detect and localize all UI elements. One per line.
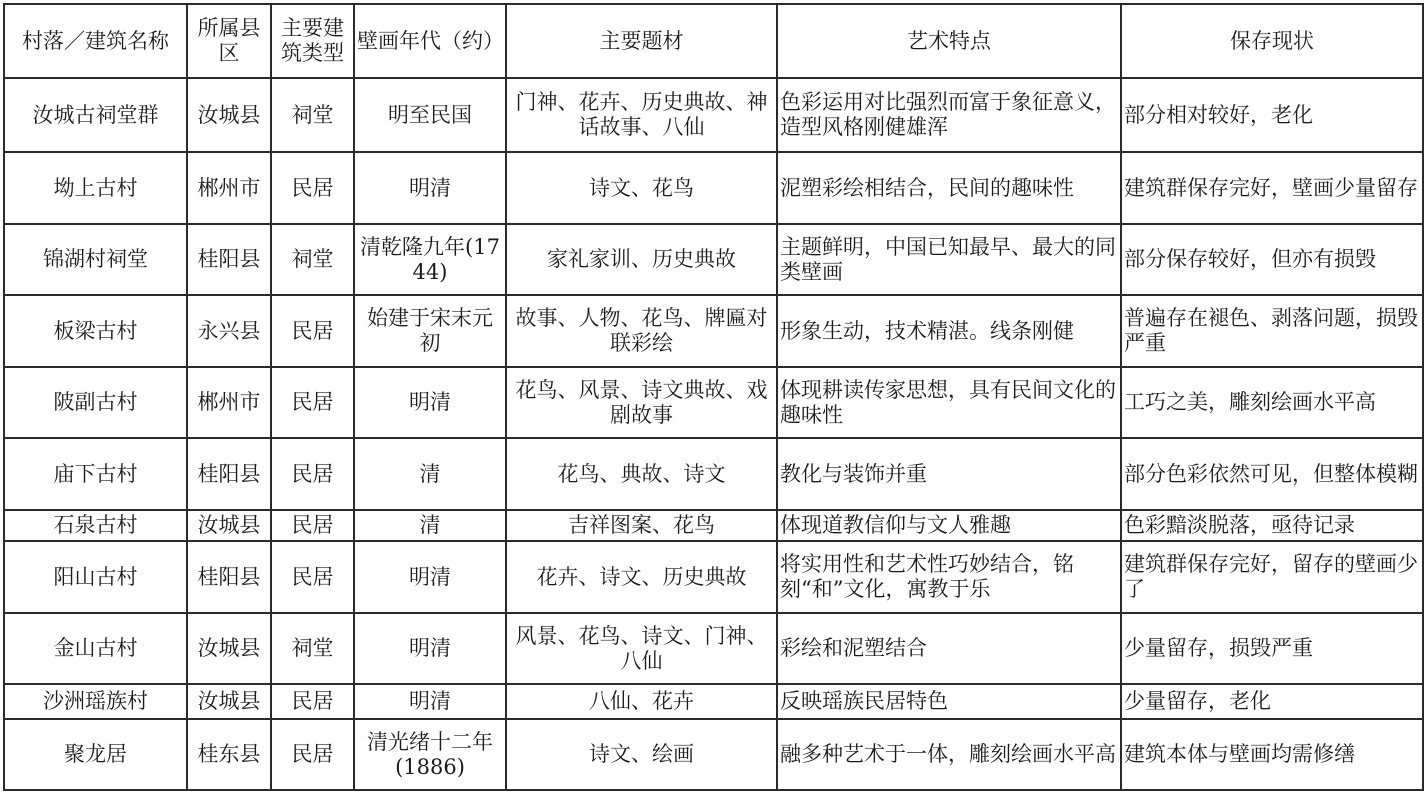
- cell-village-name: 金山古村: [4, 613, 187, 684]
- cell-mural-era: 清光绪十二年(1886): [354, 719, 506, 790]
- cell-main-themes: 诗文、绘画: [506, 719, 777, 790]
- cell-county: 桂阳县: [187, 438, 271, 510]
- header-mural-era: 壁画年代（约）: [354, 4, 506, 78]
- table-row: [4, 295, 1423, 367]
- table-header-row: [4, 4, 1423, 78]
- cell-mural-era: 明清: [354, 367, 506, 438]
- cell-main-themes: 花鸟、风景、诗文典故、戏剧故事: [506, 367, 777, 438]
- cell-art-features: 融多种艺术于一体，雕刻绘画水平高: [777, 719, 1121, 790]
- cell-county: 汝城县: [187, 684, 271, 719]
- cell-art-features: 主题鲜明，中国已知最早、最大的同类壁画: [777, 224, 1121, 295]
- cell-mural-era: 明清: [354, 613, 506, 684]
- cell-county: 汝城县: [187, 510, 271, 541]
- cell-village-name: 沙洲瑶族村: [4, 684, 187, 719]
- cell-art-features: 反映瑶族民居特色: [777, 684, 1121, 719]
- cell-village-name: 阳山古村: [4, 541, 187, 613]
- header-village-name: 村落／建筑名称: [4, 4, 187, 78]
- cell-building-type: 民居: [271, 510, 354, 541]
- cell-preservation: 少量留存，老化: [1121, 684, 1423, 719]
- cell-building-type: 民居: [271, 684, 354, 719]
- cell-preservation: 建筑本体与壁画均需修缮: [1121, 719, 1423, 790]
- table-row: [4, 438, 1423, 510]
- cell-main-themes: 门神、花卉、历史典故、神话故事、八仙: [506, 78, 777, 152]
- header-preservation: 保存现状: [1121, 4, 1423, 78]
- table-row: [4, 719, 1423, 790]
- cell-art-features: 教化与装饰并重: [777, 438, 1121, 510]
- cell-mural-era: 清: [354, 438, 506, 510]
- cell-village-name: 汝城古祠堂群: [4, 78, 187, 152]
- cell-main-themes: 风景、花鸟、诗文、门神、八仙: [506, 613, 777, 684]
- cell-building-type: 民居: [271, 438, 354, 510]
- cell-art-features: 泥塑彩绘相结合，民间的趣味性: [777, 152, 1121, 224]
- cell-art-features: 体现耕读传家思想，具有民间文化的趣味性: [777, 367, 1121, 438]
- table-row: [4, 684, 1423, 719]
- cell-building-type: 民居: [271, 541, 354, 613]
- cell-county: 郴州市: [187, 152, 271, 224]
- cell-preservation: 部分相对较好，老化: [1121, 78, 1423, 152]
- header-main-themes: 主要题材: [506, 4, 777, 78]
- cell-main-themes: 花鸟、典故、诗文: [506, 438, 777, 510]
- cell-building-type: 祠堂: [271, 224, 354, 295]
- cell-preservation: 工巧之美，雕刻绘画水平高: [1121, 367, 1423, 438]
- table-row: [4, 367, 1423, 438]
- table-row: [4, 78, 1423, 152]
- cell-county: 郴州市: [187, 367, 271, 438]
- cell-village-name: 陂副古村: [4, 367, 187, 438]
- cell-preservation: 建筑群保存完好，壁画少量留存: [1121, 152, 1423, 224]
- table-row: [4, 510, 1423, 541]
- cell-preservation: 少量留存，损毁严重: [1121, 613, 1423, 684]
- cell-building-type: 祠堂: [271, 78, 354, 152]
- cell-art-features: 彩绘和泥塑结合: [777, 613, 1121, 684]
- table-container: [3, 3, 1422, 791]
- cell-art-features: 体现道教信仰与文人雅趣: [777, 510, 1121, 541]
- cell-village-name: 板梁古村: [4, 295, 187, 367]
- cell-county: 汝城县: [187, 613, 271, 684]
- cell-village-name: 石泉古村: [4, 510, 187, 541]
- cell-building-type: 民居: [271, 367, 354, 438]
- cell-main-themes: 吉祥图案、花鸟: [506, 510, 777, 541]
- cell-building-type: 祠堂: [271, 613, 354, 684]
- cell-main-themes: 家礼家训、历史典故: [506, 224, 777, 295]
- header-building-type: 主要建筑类型: [271, 4, 354, 78]
- cell-village-name: 锦湖村祠堂: [4, 224, 187, 295]
- table-row: [4, 541, 1423, 613]
- cell-preservation: 色彩黯淡脱落，亟待记录: [1121, 510, 1423, 541]
- cell-county: 桂东县: [187, 719, 271, 790]
- cell-mural-era: 明清: [354, 541, 506, 613]
- cell-art-features: 将实用性和艺术性巧妙结合，铭刻“和”文化，寓教于乐: [777, 541, 1121, 613]
- cell-mural-era: 明至民国: [354, 78, 506, 152]
- table-row: [4, 224, 1423, 295]
- table-row: [4, 152, 1423, 224]
- cell-village-name: 坳上古村: [4, 152, 187, 224]
- cell-main-themes: 八仙、花卉: [506, 684, 777, 719]
- cell-preservation: 部分色彩依然可见，但整体模糊: [1121, 438, 1423, 510]
- cell-preservation: 建筑群保存完好，留存的壁画少了: [1121, 541, 1423, 613]
- cell-main-themes: 花卉、诗文、历史典故: [506, 541, 777, 613]
- cell-art-features: 色彩运用对比强烈而富于象征意义，造型风格刚健雄浑: [777, 78, 1121, 152]
- cell-mural-era: 始建于宋末元初: [354, 295, 506, 367]
- cell-art-features: 形象生动，技术精湛。线条刚健: [777, 295, 1121, 367]
- cell-mural-era: 明清: [354, 152, 506, 224]
- cell-preservation: 部分保存较好，但亦有损毁: [1121, 224, 1423, 295]
- cell-village-name: 庙下古村: [4, 438, 187, 510]
- cell-village-name: 聚龙居: [4, 719, 187, 790]
- cell-building-type: 民居: [271, 295, 354, 367]
- cell-county: 永兴县: [187, 295, 271, 367]
- header-county: 所属县区: [187, 4, 271, 78]
- cell-mural-era: 清乾隆九年(1744): [354, 224, 506, 295]
- cell-mural-era: 清: [354, 510, 506, 541]
- cell-county: 桂阳县: [187, 224, 271, 295]
- cell-county: 桂阳县: [187, 541, 271, 613]
- mural-survey-table: [3, 3, 1424, 791]
- cell-mural-era: 明清: [354, 684, 506, 719]
- cell-main-themes: 诗文、花鸟: [506, 152, 777, 224]
- table-row: [4, 613, 1423, 684]
- cell-preservation: 普遍存在褪色、剥落问题，损毁严重: [1121, 295, 1423, 367]
- cell-main-themes: 故事、人物、花鸟、牌匾对联彩绘: [506, 295, 777, 367]
- cell-building-type: 民居: [271, 719, 354, 790]
- cell-county: 汝城县: [187, 78, 271, 152]
- cell-building-type: 民居: [271, 152, 354, 224]
- header-art-features: 艺术特点: [777, 4, 1121, 78]
